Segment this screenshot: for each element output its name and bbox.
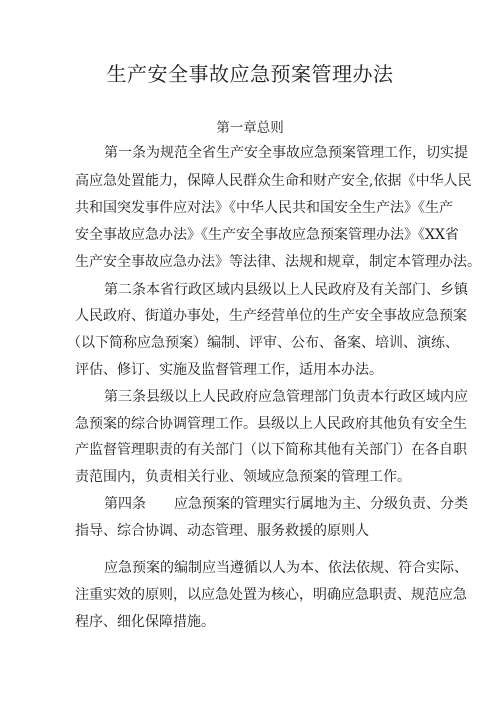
- paragraph-line: 产监督管理职责的有关部门（以下简称其他有关部门）在各自职: [75, 442, 467, 458]
- paragraph-line: 安全事故应急办法》《生产安全事故应急预案管理办法》《XX省: [75, 227, 459, 243]
- paragraph-line: 指导、综合协调、动态管理、服务救援的原则人: [75, 523, 369, 539]
- paragraph-line: 人民政府、街道办事处，生产经营单位的生产安全事故应急预案: [75, 308, 467, 324]
- paragraph-line: 急预案的综合协调管理工作。县级以上人民政府其他负有安全生: [75, 416, 467, 432]
- paragraph-line: 注重实效的原则，以应急处置为核心，明确应急职责、规范应急: [75, 587, 467, 603]
- paragraph-line: 第四条 应急预案的管理实行属地为主、分级负责、分类: [104, 496, 468, 512]
- paragraph-line: 应急预案的编制应当遵循以人为本、依法依规、符合实际、: [104, 560, 468, 576]
- chapter-heading: 第一章总则: [216, 120, 284, 136]
- paragraph-line: 评估、修订、实施及监督管理工作，适用本办法。: [75, 362, 383, 378]
- document-title: 生产安全事故应急预案管理办法: [106, 62, 394, 86]
- paragraph-line: （以下简称应急预案）编制、评审、公布、备案、培训、演练、: [67, 335, 459, 351]
- paragraph-line: 高应急处置能力，保障人民群众生命和财产安全,依据《中华人民: [75, 173, 472, 189]
- paragraph-line: 生产安全事故应急办法》等法律、法规和规章，制定本管理办法。: [75, 254, 481, 270]
- paragraph-line: 程序、细化保障措施。: [75, 614, 215, 630]
- paragraph-line: 第二条本省行政区域内县级以上人民政府及有关部门、乡镇: [104, 282, 468, 298]
- paragraph-line: 责范围内，负责相关行业、领域应急预案的管理工作。: [75, 469, 411, 485]
- paragraph-line: 共和国突发事件应对法》《中华人民共和国安全生产法》《生产: [75, 200, 453, 216]
- paragraph-line: 第一条为规范全省生产安全事故应急预案管理工作，切实提: [104, 145, 468, 161]
- paragraph-line: 第三条县级以上人民政府应急管理部门负责本行政区域内应: [104, 389, 468, 405]
